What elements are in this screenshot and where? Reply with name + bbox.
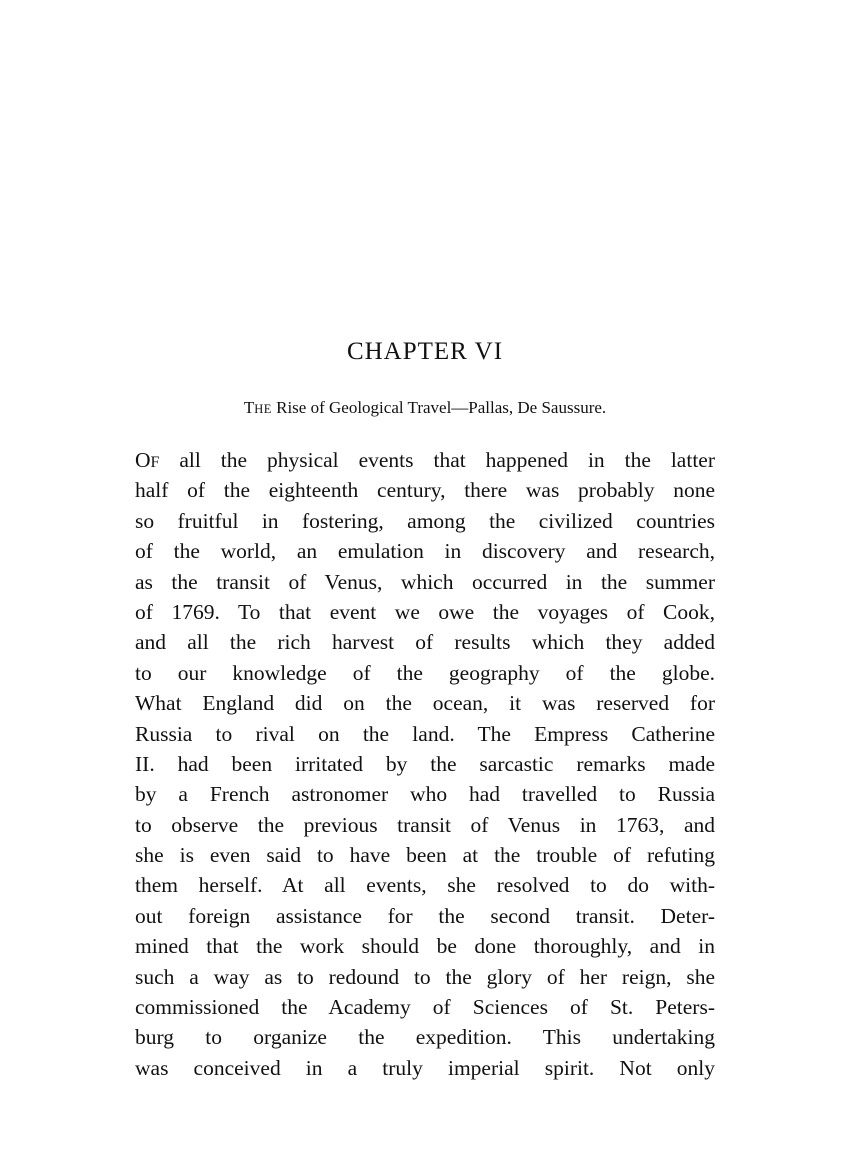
chapter-subtitle (0, 396, 850, 421)
opening-word (135, 448, 159, 472)
text-line: What England did on the ocean, it was reserved for (135, 691, 715, 716)
text-line: II. had been irritated by the sarcastic remarks made (135, 751, 715, 776)
text-line: out foreign assistance for the second transit. Deter- (135, 903, 715, 928)
text-line-1 (135, 445, 715, 475)
text-line: to our knowledge of the geography of the globe. (135, 660, 715, 685)
text-line: commissioned the Academy of Sciences of St. Peters- (135, 995, 715, 1020)
subtitle-small-caps: HE (254, 402, 272, 416)
opening-initial: O (135, 448, 151, 472)
text-line: Russia to rival on the land. The Empress Catherine (135, 721, 715, 746)
text-line: such a way as to redound to the glory of her reign, she (135, 964, 715, 989)
text-line: and all the rich harvest of results which they added (135, 630, 715, 655)
text-line: of 1769. To that event we owe the voyages of Cook, (135, 599, 715, 624)
text-line: to observe the previous transit of Venus in 1763, and (135, 812, 715, 837)
subtitle-text: Rise of Geological Travel—Pallas, De Saussure. (271, 398, 607, 417)
text-line: mined that the work should be done thoroughly, and in (135, 934, 715, 959)
line-text: all the physical events that happened in the latter (159, 448, 715, 472)
text-line: was conceived in a truly imperial spirit. Not only (135, 1055, 715, 1080)
text-line: them herself. At all events, she resolved to do with- (135, 873, 715, 898)
text-line: of the world, an emulation in discovery and research, (135, 539, 715, 564)
chapter-title: CHAPTER VI (346, 338, 504, 365)
text-line: as the transit of Venus, which occurred in the summer (135, 569, 715, 594)
text-line: by a French astronomer who had travelled to Russia (135, 782, 715, 807)
text-line: half of the eighteenth century, there was probably none (135, 478, 715, 503)
text-line: she is even said to have been at the trouble of refuting (135, 843, 715, 868)
text-line: burg to organize the expedition. This undertaking (135, 1025, 715, 1050)
subtitle-initial: T (243, 398, 255, 417)
body-paragraph (135, 445, 715, 1083)
text-line: so fruitful in fostering, among the civilized countries (135, 508, 715, 533)
opening-small-caps: F (150, 454, 160, 471)
